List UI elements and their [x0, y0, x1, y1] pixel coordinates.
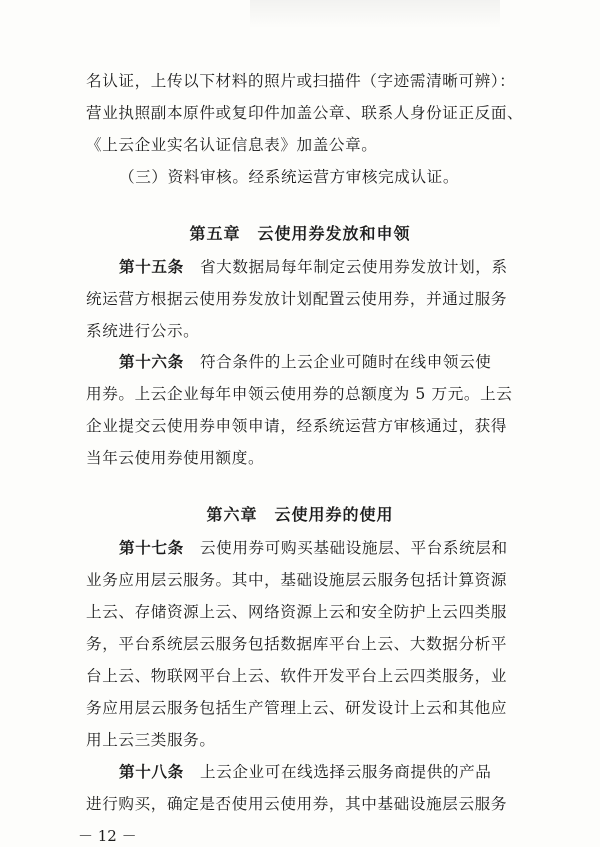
- text-line: 名认证，上传以下材料的照片或扫描件（字迹需清晰可辨）：: [86, 72, 516, 90]
- text-line: 用券。上云企业每年申领云使用券的总额度为 5 万元。上云: [86, 385, 513, 403]
- page-number: － 12 －: [78, 827, 137, 845]
- article-line: [119, 257, 508, 277]
- article-label: 第十八条: [119, 762, 184, 781]
- article-text: 上云企业可在线选择云服务商提供的产品: [183, 763, 492, 781]
- article-label: 第十六条: [119, 352, 184, 371]
- text-line: （三）资料审核。经系统运营方审核完成认证。: [119, 168, 460, 186]
- text-line: 企业提交云使用券申领申请，经系统运营方审核通过，获得: [86, 417, 508, 435]
- article-text: 符合条件的上云企业可随时在线申领云使: [183, 353, 492, 371]
- text-line: 用上云三类服务。: [86, 731, 216, 749]
- text-line: 业务应用层云服务。其中，基础设施层云服务包括计算资源: [86, 571, 508, 589]
- article-line: [119, 352, 491, 372]
- chapter-heading: 第六章 云使用券的使用: [206, 505, 394, 524]
- text-line: 当年云使用券使用额度。: [86, 449, 265, 467]
- text-line: 上云、存储资源上云、网络资源上云和安全防护上云四类服: [86, 603, 508, 621]
- text-line: 系统进行公示。: [86, 322, 200, 340]
- text-line: 统运营方根据云使用券发放计划配置云使用券，并通过服务: [86, 290, 508, 308]
- article-text: 云使用券可购买基础设施层、平台系统层和: [183, 539, 508, 557]
- article-label: 第十五条: [119, 257, 184, 276]
- article-line: [119, 762, 491, 782]
- article-line: [119, 538, 508, 558]
- text-line: 《上云企业实名认证信息表》加盖公章。: [86, 136, 378, 154]
- scan-shadow: [250, 0, 500, 28]
- text-line: 营业执照副本原件或复印件加盖公章、联系人身份证正反面、: [86, 104, 524, 122]
- chapter-heading: 第五章 云使用券发放和申领: [189, 224, 411, 243]
- text-line: 务，平台系统层云服务包括数据库平台上云、大数据分析平: [86, 635, 508, 653]
- text-line: 务应用层云服务包括生产管理上云、研发设计上云和其他应: [86, 699, 508, 717]
- text-line: 进行购买，确定是否使用云使用券，其中基础设施层云服务: [86, 795, 508, 813]
- article-label: 第十七条: [119, 538, 184, 557]
- text-line: 台上云、物联网平台上云、软件开发平台上云四类服务，业: [86, 667, 508, 685]
- article-text: 省大数据局每年制定云使用券发放计划，系: [183, 258, 508, 276]
